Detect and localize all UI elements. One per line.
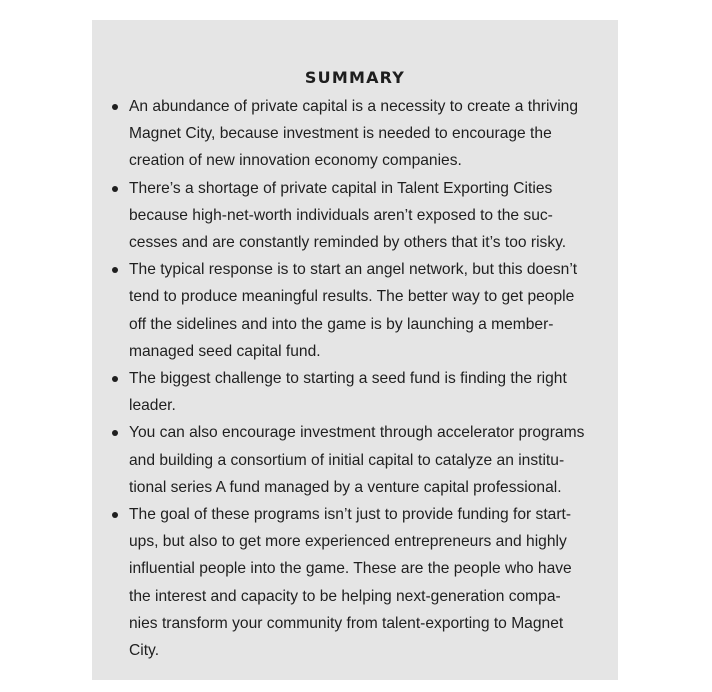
bullet-icon xyxy=(112,104,118,110)
summary-item-4 xyxy=(92,365,603,419)
summary-item-6 xyxy=(92,501,603,664)
summary-line: tional series A fund managed by a venture capital professional. xyxy=(129,478,562,496)
summary-line: influential people into the game. These are the people who have xyxy=(129,560,572,578)
summary-line: off the sidelines and into the game is by launching a member- xyxy=(129,315,554,333)
summary-line: managed seed capital fund. xyxy=(129,342,321,360)
bullet-icon xyxy=(112,512,118,518)
bullet-icon xyxy=(112,267,118,273)
summary-line: creation of new innovation economy companies. xyxy=(129,152,462,170)
summary-title: SUMMARY xyxy=(304,68,406,87)
summary-item-1 xyxy=(92,93,603,175)
summary-box xyxy=(92,20,618,680)
summary-line: nies transform your community from talent-exporting to Magnet xyxy=(129,614,564,632)
summary-line: because high-net-worth individuals aren’t exposed to the suc- xyxy=(129,206,553,224)
summary-item-2 xyxy=(92,175,603,257)
bullet-icon xyxy=(112,430,118,436)
bullet-icon xyxy=(112,186,118,192)
summary-item-5 xyxy=(92,419,603,501)
summary-line: and building a consortium of initial capital to catalyze an institu- xyxy=(129,451,565,469)
summary-line: There’s a shortage of private capital in Talent Exporting Cities xyxy=(129,179,553,197)
summary-line: tend to produce meaningful results. The better way to get people xyxy=(129,288,575,306)
summary-line: You can also encourage investment through accelerator programs xyxy=(129,424,585,442)
summary-line: cesses and are constantly reminded by others that it’s too risky. xyxy=(129,234,567,252)
summary-list xyxy=(92,93,603,664)
summary-line: City. xyxy=(129,642,160,660)
summary-line: The goal of these programs isn’t just to provide funding for start- xyxy=(129,506,572,524)
summary-line: the interest and capacity to be helping next-generation compa- xyxy=(129,587,561,605)
summary-line: The typical response is to start an angel network, but this doesn’t xyxy=(129,261,578,279)
summary-line: The biggest challenge to starting a seed fund is finding the right xyxy=(129,370,567,388)
bullet-icon xyxy=(112,376,118,382)
summary-item-3 xyxy=(92,256,603,365)
summary-line: Magnet City, because investment is needed to encourage the xyxy=(129,125,552,143)
summary-line: An abundance of private capital is a necessity to create a thriving xyxy=(129,98,579,115)
summary-line: ups, but also to get more experienced entrepreneurs and highly xyxy=(129,533,567,551)
summary-line: leader. xyxy=(129,397,176,415)
